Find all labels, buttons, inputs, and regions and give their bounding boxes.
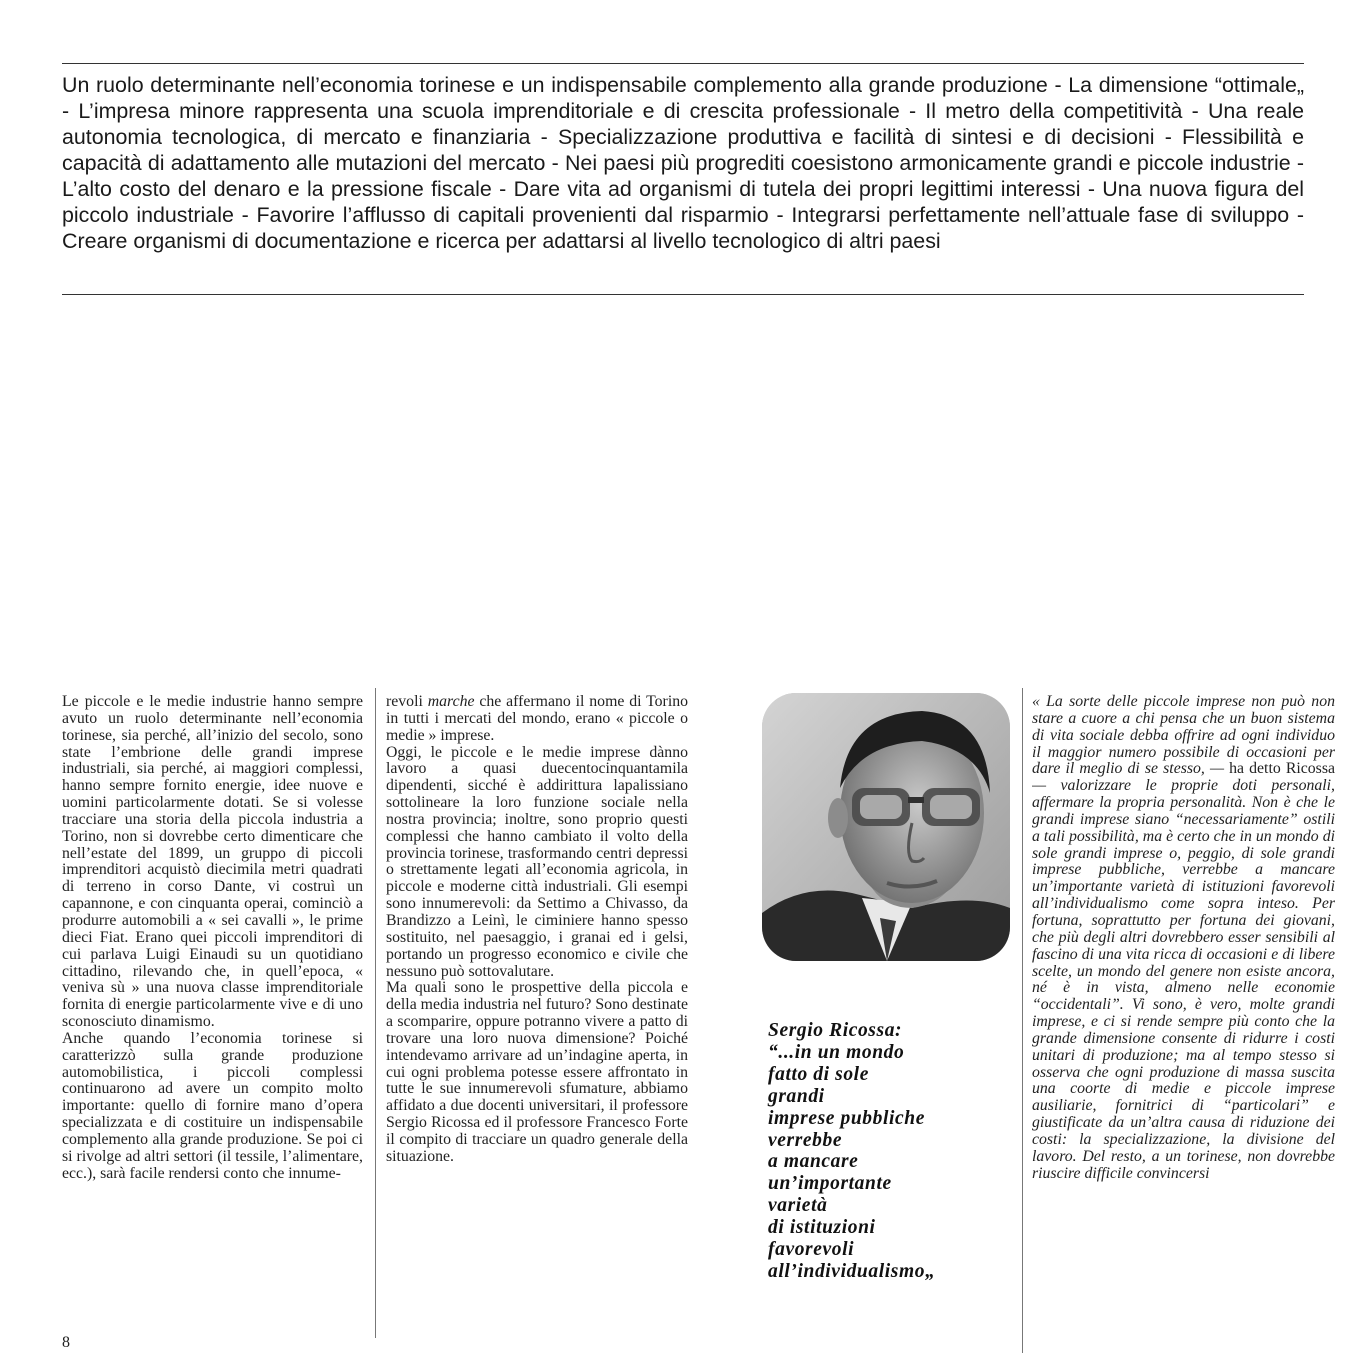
- page-number: 8: [62, 1334, 70, 1351]
- bottom-rule: [62, 294, 1304, 295]
- paragraph: Ma quali sono le prospettive della piccola e della media industria nel futuro? Sono destinate a scomparire, oppure potranno vivere a patto di trovare una loro nuova dimensione? Poiché intendevamo arrivare ad un’indagine aperta, in cui ogni problema potesse essere affrontato in tutte le sue innumerevoli sfumature, abbiamo affidato a due docenti universitari, il professore Sergio Ricossa ed il professore Francesco Forte il compito di tracciare un quadro generale della situazione.: [386, 979, 688, 1165]
- summary-header: Un ruolo determinante nell’economia torinese e un indispensabile complemento alla grande produzione - La dimensione “ottimale„ - L’impresa minore rappresenta una scuola imprenditoriale e di crescita professionale - Il metro della competitività - Una reale autonomia tecnologica, di mercato e finanziaria - Specializzazione produttiva e facilità di sintesi e di decisioni - Flessibilità e capacità di adattamento alle mutazioni del mercato - Nei paesi più progrediti coesistono armonicamente grandi e piccole industrie - L’alto costo del denaro e la pressione fiscale - Dare vita ad organismi di tutela dei propri legittimi interessi - Una nuova figura del piccolo industriale - Favorire l’afflusso di capitali provenienti dal risparmio - Integrarsi perfettamente nell’attuale fase di sviluppo - Creare organismi di documentazione e ricerca per adattarsi al livello tecnologico di altri paesi: [62, 73, 1304, 253]
- paragraph: [1032, 694, 1335, 1182]
- attribution: ha detto Ricossa: [1229, 760, 1335, 778]
- text-run: — valorizzare le proprie doti personali, affermare la propria personalità. Non è che le grandi imprese siano “necessariamente” ostili a tali possibilità, ma è certo che in un mondo di sole grandi imprese o, peggio, di sole grandi imprese pubbliche, verrebbe a mancare un’importante varietà di istituzioni favorevoli all’individualismo come sopra inteso. Per fortuna, soprattutto per fortuna dei giovani, che più degli altri dovrebbero esser sensibili al fascino di una vita ricca di occasioni e di libere scelte, un mondo del genere non esiste ancora, né è in vista, almeno nelle economie “occidentali”. Vi sono, è vero, molte grandi imprese, e ci si rende sempre più conto che la grande dimensione consente di ridurre i costi unitari di produzione; ma al tempo stesso si osserva che ogni produzione di massa suscita una coorte di medie e piccole imprese ausiliarie, fornitrici di “particolari” e giustificate da un’altra causa di riduzione dei costi: la specializzazione, la divisione del lavoro. Del resto, a un torinese, non dovrebbe riuscire difficile convincersi: [1032, 777, 1335, 1182]
- quote-line: favorevoli: [768, 1239, 855, 1261]
- quote-line: verrebbe: [768, 1129, 843, 1151]
- portrait-photo: [762, 693, 1010, 961]
- quote-line: varietà: [768, 1195, 828, 1217]
- text-run: che affermano il nome di Torino in tutti i mercati del mondo, erano « piccole o medie » imprese.: [386, 694, 688, 744]
- paragraph: [386, 694, 688, 745]
- top-rule: [62, 63, 1304, 64]
- column-divider: [1022, 688, 1023, 1353]
- article-column-1: [62, 694, 363, 1354]
- quote-line: all’individualismo„: [768, 1260, 936, 1282]
- text-run: « La sorte delle piccole imprese non può non stare a cuore a chi pensa che un buon sistema di vita sociale debba offrire ad ogni individuo il maggior numero possibile di occasioni per dare il meglio di se stesso, —: [1032, 694, 1335, 778]
- quote-line: fatto di sole: [768, 1063, 869, 1085]
- quote-line: imprese pubbliche: [768, 1107, 925, 1129]
- paragraph: Oggi, le piccole e le medie imprese dànno lavoro a quasi duecentocinquantamila dipendenti, sicché è addirittura lapalissiano sottolineare la loro funzione sociale nella nostra provincia; inoltre, sono proprio questi complessi che hanno cambiato il volto della provincia torinese, trasformando centri depressi o strettamente legati all’economia agricola, in piccole e moderne città industriali. Gli esempi sono innumerevoli: da Settimo a Chivasso, da Brandizzo a Leinì, le ciminiere hanno spesso sostituito, nel paesaggio, i granai ed i gelsi, portando un progresso economico e civile che nessuno può sottovalutare.: [386, 743, 688, 980]
- quote-line: “...in un mondo: [768, 1041, 905, 1063]
- article-column-2: [386, 694, 688, 1354]
- article-column-4: [1032, 694, 1335, 1354]
- paragraph: Le piccole e le medie industrie hanno sempre avuto un ruolo determinante nell’economia torinese, sia perché, all’inizio del secolo, sono state l’embrione delle grandi imprese industriali, sia perché, ai maggiori complessi, hanno sempre fornito energie, idee nuove e uomini particolarmente dotati. Se si volesse tracciare una storia della piccola industria a Torino, non si dovrebbe certo dimenticare che nell’estate del 1899, un gruppo di piccoli imprenditori acquistò diecimila metri quadrati di terreno in corso Dante, vi costruì un capannone, e con cinquanta operai, cominciò a produrre automobili a « sei cavalli », le prime dieci Fiat. Erano quei piccoli imprenditori di cui parlava Luigi Einaudi su un quotidiano cittadino, rilevando che, in quell’epoca, « veniva sù » una nuova classe imprenditoriale fornita di energie particolarmente vive e di uno sconosciuto dinamismo.: [62, 694, 363, 1031]
- column-divider: [375, 688, 376, 1338]
- quote-line: Sergio Ricossa:: [768, 1020, 903, 1041]
- quote-line: un’importante: [768, 1173, 892, 1195]
- quote-line: a mancare: [768, 1151, 859, 1173]
- italic-word: marche: [427, 694, 475, 710]
- quote-line: grandi: [768, 1085, 825, 1107]
- paragraph: Anche quando l’economia torinese si caratterizzò sulla grande produzione automobilistica, i piccoli complessi continuarono ad avere un compito molto importante: quello di fornire mano d’opera specializzata e di costituire un indispensabile complemento alla grande produzione. Se poi ci si rivolge ad altri settori (il tessile, l’alimentare, ecc.), sarà facile rendersi conto che innume-: [62, 1029, 363, 1182]
- text-run: revoli: [386, 694, 428, 710]
- quote-line: di istituzioni: [768, 1217, 876, 1239]
- pull-quote: [768, 1020, 1013, 1283]
